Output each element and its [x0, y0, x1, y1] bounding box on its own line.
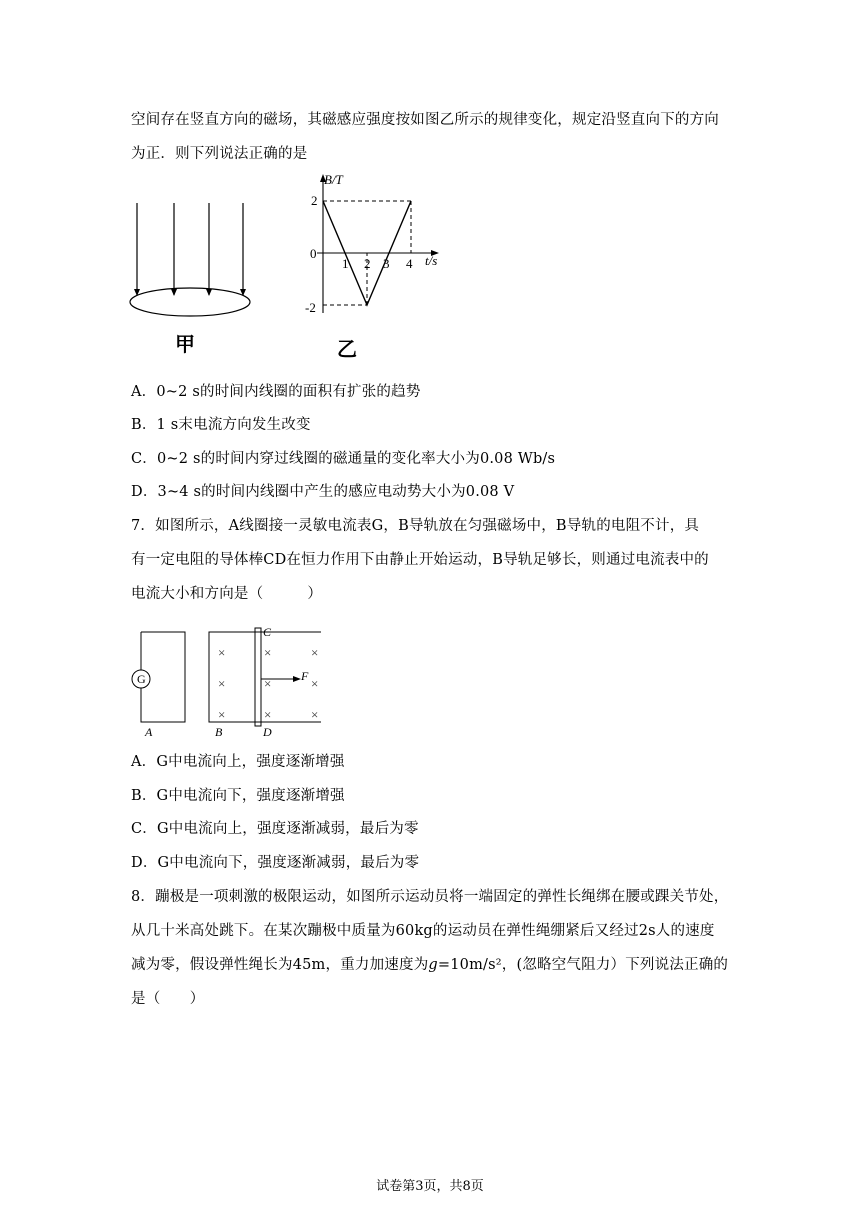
x-tick-4: 4: [406, 256, 413, 271]
q7-option-a: A．G中电流向上，强度逐渐增强: [131, 754, 345, 770]
figure-jia: [125, 195, 275, 360]
q7-option-d: D．G中电流向下，强度逐渐减弱，最后为零: [131, 855, 420, 871]
figure-q7: [125, 622, 325, 740]
q6-option-d: D．3~4 s的时间内线圈中产生的感应电动势大小为0.08 V: [131, 484, 515, 500]
x-axis-label: t/s: [425, 253, 438, 268]
figure-jia-label: 甲: [175, 334, 195, 356]
q8-line-3-pre: 减为零，假设弹性绳长为45m，重力加速度为: [131, 957, 429, 973]
y-axis-label: B/T: [324, 172, 343, 187]
force-label: F: [301, 669, 309, 683]
label-c: C: [263, 625, 272, 639]
q8-gravity-symbol: g: [428, 957, 438, 973]
y-tick-neg2: -2: [305, 300, 316, 315]
q8-line-3: [131, 955, 728, 975]
q6-option-b: B．1 s末电流方向发生改变: [131, 417, 311, 433]
field-mark: ×: [218, 645, 226, 660]
page-footer: 试卷第3页，共8页: [376, 1179, 484, 1194]
label-a: A: [145, 725, 153, 739]
x-tick-2: 2: [364, 256, 371, 271]
field-mark: ×: [311, 676, 319, 691]
field-mark: ×: [218, 676, 226, 691]
label-d: D: [263, 725, 272, 739]
galvanometer-label: G: [137, 672, 146, 686]
q7-option-b: B．G中电流向下，强度逐渐增强: [131, 788, 345, 804]
x-tick-1: 1: [342, 256, 349, 271]
origin-label: 0: [310, 246, 317, 261]
figure-yi-chart: [295, 168, 470, 358]
q6-option-c: C．0~2 s的时间内穿过线圈的磁通量的变化率大小为0.08 Wb/s: [131, 451, 556, 467]
q8-line-4: 是（ ）: [131, 991, 205, 1007]
field-mark: ×: [311, 645, 319, 660]
intro-line-2: 为正．则下列说法正确的是: [131, 146, 308, 162]
figure-yi-label: 乙: [337, 339, 357, 358]
label-b: B: [215, 725, 223, 739]
field-mark: ×: [218, 707, 226, 722]
q7-line-3: 电流大小和方向是（ ）: [131, 586, 323, 602]
q7-line-1: 7．如图所示，A线圈接一灵敏电流表G，B导轨放在匀强磁场中，B导轨的电阻不计，具: [131, 518, 700, 534]
q8-line-2: 从几十米高处跳下。在某次蹦极中质量为60kg的运动员在弹性绳绷紧后又经过2s人的速度: [131, 923, 715, 939]
field-mark: ×: [264, 707, 272, 722]
q8-line-3-post: =10m/s²，(忽略空气阻力）下列说法正确的: [437, 957, 729, 973]
field-mark: ×: [311, 707, 319, 722]
field-mark: ×: [264, 676, 272, 691]
x-tick-3: 3: [383, 256, 390, 271]
q7-line-2: 有一定电阻的导体棒CD在恒力作用下由静止开始运动，B导轨足够长，则通过电流表中的: [131, 552, 709, 568]
q8-line-1: 8．蹦极是一项刺激的极限运动，如图所示运动员将一端固定的弹性长绳绑在腰或踝关节处，: [131, 889, 729, 905]
q7-option-c: C．G中电流向上，强度逐渐减弱，最后为零: [131, 821, 419, 837]
y-tick-2: 2: [311, 193, 318, 208]
field-mark: ×: [264, 645, 272, 660]
q6-option-a: A．0~2 s的时间内线圈的面积有扩张的趋势: [131, 384, 421, 400]
intro-line-1: 空间存在竖直方向的磁场，其磁感应强度按如图乙所示的规律变化，规定沿竖直向下的方向: [131, 112, 719, 128]
